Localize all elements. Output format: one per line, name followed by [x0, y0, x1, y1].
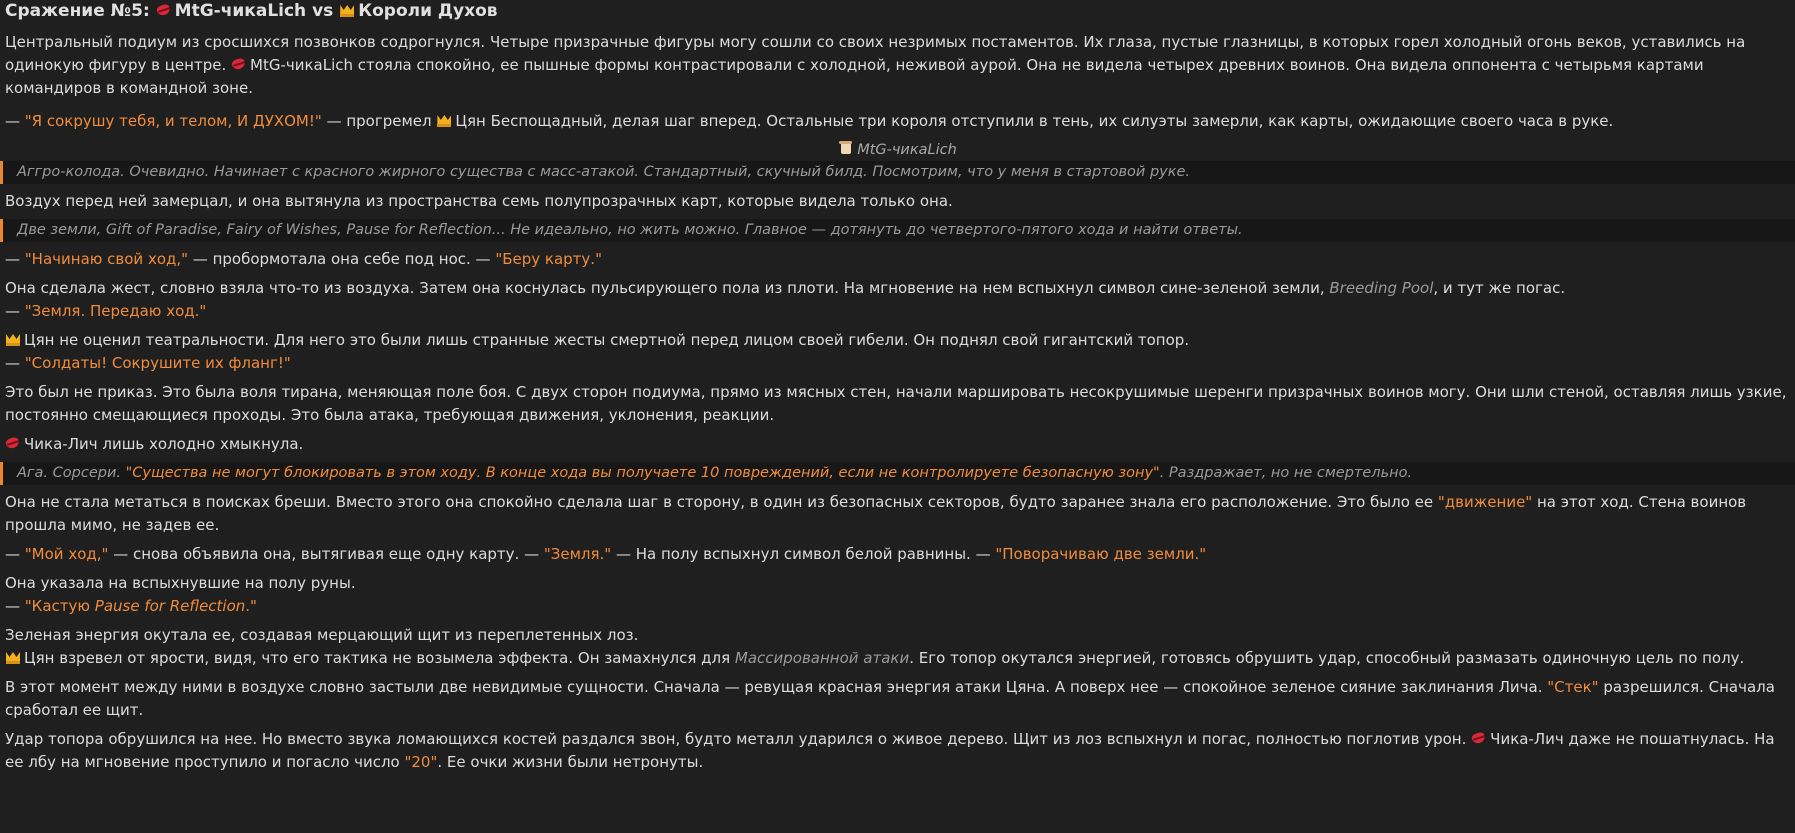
lips-icon [156, 3, 172, 17]
lips-icon [1471, 731, 1487, 745]
narration-text: В этот момент между ними в воздухе словно застыли две невидимые сущности. Сначала — ревущая красная энергия атаки Цяна. А поверх нее — спокойное зеленое сияние заклинания Лича. [5, 678, 1548, 696]
dialogue-line [5, 248, 1790, 271]
narration-text: Цян не оценил театральности. Для него это были лишь странные жесты смертной перед лицом своей гибели. Он поднял свой гигантский топор. [24, 331, 1190, 349]
narration-text: Она указала на вспыхнувшие на полу руны. [5, 574, 356, 592]
narration-paragraph [5, 676, 1790, 722]
scroll-icon [838, 141, 854, 155]
thought-text: Аггро-колода. Очевидно. Начинает с красного жирного существа с масс-атакой. Стандартный, скучный билд. Посмотрим, что у меня в стартовой руке. [17, 164, 1191, 180]
narration-paragraph [5, 624, 1790, 647]
narration-text: MtG-чикаLich стояла спокойно, ее пышные формы контрастировали с холодной, неживой аурой. Она не видела четырех древних воинов. Она видела оппонента с четырьмя картами командиров в командной зоне. [5, 56, 1704, 97]
dialogue-quote: "Земля. Передаю ход." [24, 302, 207, 320]
highlight-quote: "20" [404, 753, 438, 771]
highlight-quote: "Стек" [1547, 678, 1599, 696]
narration-text: — На полу вспыхнул символ белой равнины. — [611, 545, 996, 563]
dialogue-line [5, 595, 1790, 618]
title-vs: vs [306, 1, 340, 21]
narration-text: на этот ход. Стена воинов прошла мимо, не задев ее. [5, 493, 1747, 534]
narration-text: Цян Беспощадный, делая шаг вперед. Остальные три короля отступили в тень, их силуэты замерли, как карты, ожидающие своего часа в руке. [455, 112, 1614, 130]
narration-paragraph [5, 277, 1790, 300]
crown-icon [339, 3, 355, 17]
narration-text: . Его топор окутался энергией, готовясь обрушить удар, способный размазать одиночную цель по полу. [909, 649, 1745, 667]
narration-paragraph [5, 647, 1790, 670]
dialogue-quote: "Начинаю свой ход," [24, 250, 189, 268]
narration-text: Она сделала жест, словно взяла что-то из воздуха. Затем она коснулась пульсирующего пола из плоти. На мгновение на нем вспыхнул символ сине-зеленой земли, [5, 279, 1330, 297]
dialogue-line [5, 300, 1790, 323]
narration-text: Она не стала метаться в поисках бреши. Вместо этого она спокойно сделала шаг в сторону, в один из безопасных секторов, будто заранее знала его расположение. Это было ее [5, 493, 1438, 511]
narration-text: Зеленая энергия окутала ее, создавая мерцающий щит из переплетенных лоз. [5, 626, 639, 644]
narration-text: Чика-Лич даже не пошатнулась. На ее лбу на мгновение проступило и погасло число [5, 730, 1775, 771]
narration-paragraph [5, 329, 1790, 352]
card-text-quote: "Существа не могут блокировать в этом ходу. В конце хода вы получаете 10 повреждений, если не контролируете безопасную зону" [125, 465, 1160, 481]
dialogue-quote: ." [245, 597, 257, 615]
narration-text: Удар топора обрушился на нее. Но вместо звука ломающихся костей раздался звон, будто металл ударился о живое дерево. Щит из лоз вспыхнул и погас, полностью поглотив урон. [5, 730, 1472, 748]
dash: — [5, 545, 25, 563]
dialogue-quote: "Кастую [24, 597, 95, 615]
crown-icon [436, 113, 452, 127]
narration-text: — пробормотала она себе под нос. — [188, 250, 496, 268]
dialogue-line [5, 110, 1790, 133]
dialogue-line [5, 543, 1790, 566]
dash: — [5, 250, 25, 268]
narration-paragraph [5, 491, 1790, 537]
thought-text: . Раздражает, но не смертельно. [1159, 465, 1413, 481]
thought-text: Ага. Сорсери. [17, 465, 126, 481]
narration-text: Центральный подиум из сросшихся позвонков содрогнулся. Четыре призрачные фигуры могу сошли со своих незримых постаментов. Их глаза, пустые глазницы, в которых горел холодный огонь веков, уставились на одинокую фигуру в центре. [5, 33, 1746, 74]
dialogue-quote: "Солдаты! Сокрушите их фланг!" [24, 354, 291, 372]
narration-text: . Ее очки жизни были нетронуты. [437, 753, 704, 771]
narration-text: Это был не приказ. Это была воля тирана, меняющая поле боя. С двух сторон подиума, прямо из мясных стен, начали маршировать несокрушимые шеренги призрачных воинов могу. Они шли стеной, оставляя лишь узкие, постоянно смещающиеся проходы. Это была атака, требующая движения, уклонения, реакции. [5, 383, 1787, 424]
narration-text: разрешился. Сначала сработал ее щит. [5, 678, 1775, 719]
dialogue-quote: "Земля." [543, 545, 612, 563]
narration-text: — прогремел [321, 112, 437, 130]
inner-thought [0, 161, 1795, 184]
title-player: MtG-чикаLich [174, 1, 307, 21]
dash: — [5, 302, 25, 320]
card-name: Breeding Pool [1329, 279, 1434, 297]
dialogue-line [5, 352, 1790, 375]
dialogue-quote: "Поворачиваю две земли." [995, 545, 1207, 563]
narration-text: Воздух перед ней замерцал, и она вытянула из пространства семь полупрозрачных карт, которые видела только она. [5, 192, 953, 210]
inner-thought [0, 219, 1795, 242]
narration-text: Цян взревел от ярости, видя, что его тактика не возымела эффекта. Он замахнулся для [24, 649, 735, 667]
lips-icon [5, 436, 21, 450]
dialogue-quote: "Мой ход," [24, 545, 109, 563]
narration-text: , и тут же погас. [1433, 279, 1566, 297]
narration-text: Чика-Лич лишь холодно хмыкнула. [24, 435, 304, 453]
thought-text: Две земли, Gift of Paradise, Fairy of Wishes, Pause for Reflection... Не идеально, но жить можно. Главное — дотянуть до четвертого-пятого хода и найти ответы. [17, 222, 1243, 238]
crown-icon [5, 650, 21, 664]
narration-paragraph [5, 31, 1790, 100]
narration-text: — снова объявила она, вытягивая еще одну карту. — [108, 545, 544, 563]
dash: — [5, 597, 25, 615]
dialogue-quote: "Беру карту." [495, 250, 602, 268]
card-name: Pause for Reflection [94, 597, 246, 615]
narration-paragraph [5, 381, 1790, 427]
title-opponent: Короли Духов [358, 1, 498, 21]
card-name: Массированной атаки [734, 649, 910, 667]
narration-paragraph [5, 190, 1790, 213]
lips-icon [231, 57, 247, 71]
inner-thought [0, 462, 1795, 485]
narration-paragraph [5, 433, 1790, 456]
page-title [5, 0, 1790, 22]
narration-paragraph [5, 572, 1790, 595]
speaker-label [5, 140, 1790, 161]
speaker-name: MtG-чикаLich [857, 142, 957, 158]
dash: — [5, 354, 25, 372]
dash: — [5, 112, 25, 130]
title-prefix: Сражение №5: [5, 1, 156, 21]
crown-icon [5, 332, 21, 346]
dialogue-quote: "Я сокрушу тебя, и телом, И ДУХОМ!" [24, 112, 322, 130]
highlight-quote: "движение" [1437, 493, 1533, 511]
narration-paragraph [5, 728, 1790, 774]
